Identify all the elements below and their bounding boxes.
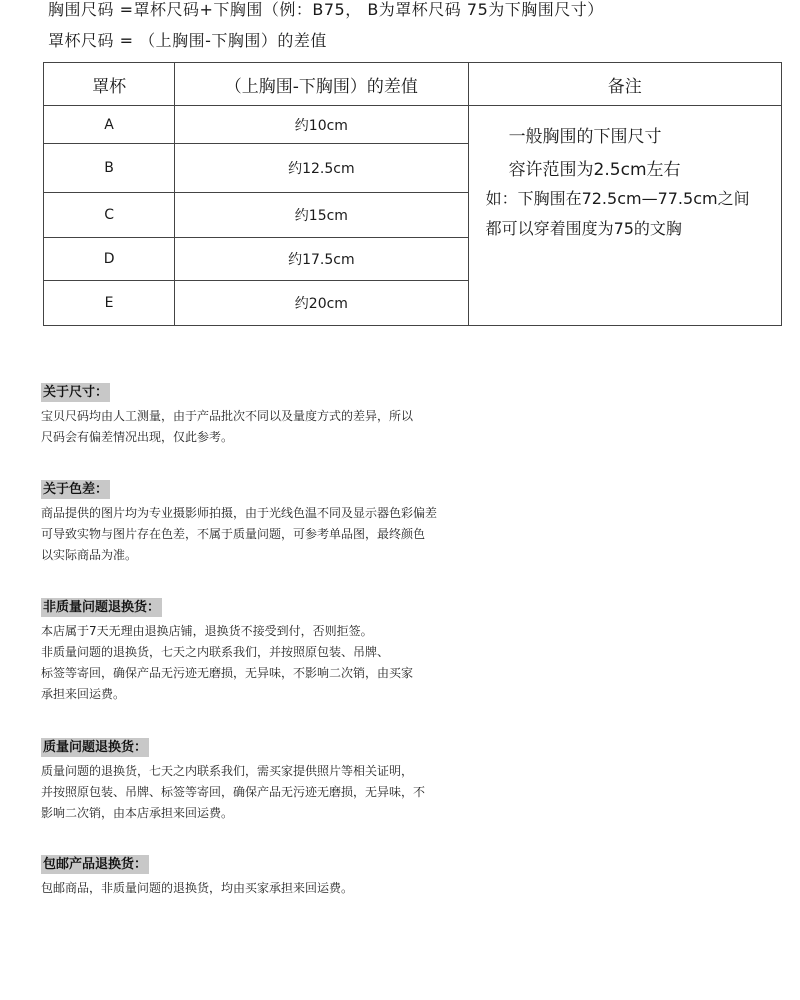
difference-cell: 约17.5cm: [175, 238, 468, 281]
formula-bra-size: 胸围尺码 =罩杯尺码+下胸围（例：B75， B为罩杯尺码 75为下胸围尺寸）: [48, 0, 604, 19]
section-line: 标签等寄回，确保产品无污迹无磨损，无异味，不影响二次销，由买家: [41, 666, 414, 680]
section-body: [41, 503, 481, 566]
section-line: 质量问题的退换货，七天之内联系我们，需买家提供照片等相关证明，: [41, 764, 414, 778]
header-cup: 罩杯: [44, 63, 175, 106]
cup-cell: D: [44, 238, 175, 281]
formula-cup-size: 罩杯尺码 = （上胸围-下胸围）的差值: [48, 31, 327, 50]
section-color-difference: [41, 478, 481, 566]
section-body: [41, 878, 481, 899]
section-quality-return: [41, 736, 481, 824]
section-line: 尺码会有偏差情况出现，仅此参考。: [41, 430, 234, 444]
section-body: [41, 621, 481, 705]
section-size: [41, 381, 481, 448]
cup-cell: B: [44, 144, 175, 193]
note-line: 如：下胸围在72.5cm—77.5cm之间: [485, 189, 750, 208]
header-note: 备注: [468, 63, 781, 106]
cup-cell: A: [44, 106, 175, 144]
section-line: 影响二次销，由本店承担来回运费。: [41, 806, 234, 820]
section-line: 承担来回运费。: [41, 687, 126, 701]
section-title: 关于尺寸：: [43, 385, 109, 400]
section-line: 并按照原包装、吊牌、标签等寄回，确保产品无污迹无磨损，无异味，不: [41, 785, 426, 799]
note-line: 容许范围为2.5cm左右: [508, 160, 681, 180]
section-line: 本店属于7天无理由退换店铺，退换货不接受到付，否则拒签。: [41, 624, 373, 638]
header-difference: （上胸围-下胸围）的差值: [175, 63, 468, 106]
table-row: [44, 106, 782, 144]
difference-cell: 约15cm: [175, 193, 468, 238]
section-line: 以实际商品为准。: [41, 548, 138, 562]
section-line: 包邮商品，非质量问题的退换货，均由买家承担来回运费。: [41, 881, 354, 895]
section-free-shipping-return: [41, 853, 481, 899]
section-line: 商品提供的图片均为专业摄影师拍摄，由于光线色温不同及显示器色彩偏差: [41, 506, 438, 520]
cup-cell: C: [44, 193, 175, 238]
difference-cell: 约12.5cm: [175, 144, 468, 193]
section-line: 宝贝尺码均由人工测量，由于产品批次不同以及量度方式的差异，所以: [41, 409, 414, 423]
section-non-quality-return: [41, 596, 481, 705]
section-title: 关于色差：: [43, 482, 109, 497]
note-line: 一般胸围的下围尺寸: [508, 127, 662, 147]
section-body: [41, 406, 481, 448]
section-title: 非质量问题退换货：: [43, 600, 161, 615]
note-line: 都可以穿着围度为75的文胸: [485, 219, 682, 238]
difference-cell: 约20cm: [175, 281, 468, 326]
cup-cell: E: [44, 281, 175, 326]
section-body: [41, 761, 481, 824]
cup-size-table: [43, 62, 782, 326]
section-title: 质量问题退换货：: [43, 740, 148, 755]
section-title: 包邮产品退换货：: [43, 857, 148, 872]
section-line: 非质量问题的退换货，七天之内联系我们，并按照原包装、吊牌、: [41, 645, 390, 659]
section-line: 可导致实物与图片存在色差，不属于质量问题，可参考单品图，最终颜色: [41, 527, 426, 541]
difference-cell: 约10cm: [175, 106, 468, 144]
note-cell: [468, 106, 781, 326]
table-header-row: [44, 63, 782, 106]
